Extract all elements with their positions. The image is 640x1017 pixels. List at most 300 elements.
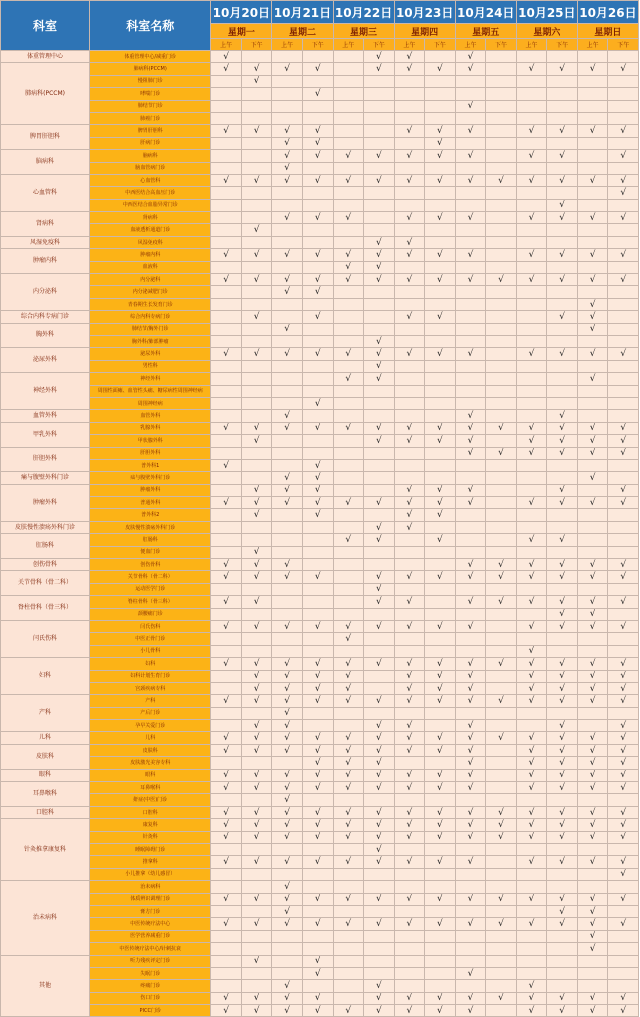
checkmark-icon: √ <box>406 64 413 75</box>
schedule-cell <box>547 286 578 298</box>
schedule-cell <box>302 162 333 174</box>
checkmark-icon: √ <box>437 311 443 322</box>
schedule-cell <box>486 360 517 372</box>
checkmark-icon: √ <box>375 596 382 607</box>
schedule-cell <box>516 323 547 335</box>
schedule-cell <box>455 633 486 645</box>
table-row <box>1 435 639 447</box>
checkmark-icon: √ <box>406 733 413 744</box>
checkmark-icon: √ <box>467 993 474 1004</box>
schedule-cell <box>516 484 547 496</box>
schedule-cell <box>516 732 547 744</box>
schedule-cell <box>302 645 333 657</box>
clinic-name-cell: 睡眠障碍门诊 <box>90 844 211 856</box>
schedule-cell <box>394 509 425 521</box>
checkmark-icon: √ <box>559 534 565 545</box>
schedule-cell <box>547 967 578 979</box>
schedule-cell <box>547 769 578 781</box>
schedule-cell <box>364 360 395 372</box>
department-cell: 体重管理中心 <box>1 51 90 63</box>
schedule-cell <box>394 980 425 992</box>
checkmark-icon: √ <box>314 126 321 137</box>
checkmark-icon: √ <box>467 919 474 930</box>
schedule-cell <box>394 633 425 645</box>
checkmark-icon: √ <box>314 757 321 768</box>
checkmark-icon: √ <box>314 993 321 1004</box>
schedule-cell <box>425 769 456 781</box>
schedule-cell <box>486 199 517 211</box>
schedule-cell <box>577 298 608 310</box>
schedule-cell <box>425 224 456 236</box>
checkmark-icon: √ <box>375 980 382 991</box>
schedule-cell <box>272 670 303 682</box>
schedule-cell <box>211 819 242 831</box>
checkmark-icon: √ <box>559 485 565 496</box>
clinic-name-cell: PICC门诊 <box>90 1005 211 1017</box>
schedule-cell <box>394 893 425 905</box>
schedule-cell <box>272 435 303 447</box>
checkmark-icon: √ <box>620 497 627 508</box>
schedule-cell <box>608 63 639 75</box>
schedule-cell <box>455 819 486 831</box>
table-row <box>1 212 639 224</box>
schedule-cell <box>241 224 272 236</box>
checkmark-icon: √ <box>406 237 413 248</box>
checkmark-icon: √ <box>437 696 443 706</box>
schedule-cell <box>425 274 456 286</box>
checkmark-icon: √ <box>253 720 260 731</box>
schedule-cell <box>577 348 608 360</box>
checkmark-icon: √ <box>620 187 627 198</box>
schedule-cell <box>272 695 303 707</box>
schedule-cell <box>455 695 486 707</box>
checkmark-icon: √ <box>559 894 565 905</box>
schedule-cell <box>516 125 547 137</box>
schedule-cell <box>211 967 242 979</box>
checkmark-icon: √ <box>284 138 291 149</box>
checkmark-icon: √ <box>253 745 260 756</box>
schedule-cell <box>272 212 303 224</box>
schedule-cell <box>577 608 608 620</box>
schedule-cell <box>211 435 242 447</box>
schedule-cell <box>547 881 578 893</box>
schedule-cell <box>302 435 333 447</box>
checkmark-icon: √ <box>589 819 596 830</box>
clinic-name-cell: 综合内科专病门诊 <box>90 311 211 323</box>
schedule-cell <box>455 980 486 992</box>
schedule-cell <box>547 806 578 818</box>
schedule-cell <box>394 224 425 236</box>
schedule-cell <box>211 744 242 756</box>
checkmark-icon: √ <box>620 770 627 781</box>
schedule-cell <box>364 410 395 422</box>
schedule-cell <box>333 707 364 719</box>
pm-header: 下午 <box>486 39 517 51</box>
schedule-cell <box>272 137 303 149</box>
schedule-cell <box>486 484 517 496</box>
checkmark-icon: √ <box>589 919 596 930</box>
checkmark-icon: √ <box>375 621 382 632</box>
table-row <box>1 373 639 385</box>
schedule-cell <box>577 856 608 868</box>
schedule-cell <box>211 1005 242 1017</box>
checkmark-icon: √ <box>498 807 504 818</box>
schedule-cell <box>516 720 547 732</box>
checkmark-icon: √ <box>375 832 382 843</box>
checkmark-icon: √ <box>437 150 443 161</box>
checkmark-icon: √ <box>620 64 627 75</box>
schedule-cell <box>608 509 639 521</box>
schedule-cell <box>425 831 456 843</box>
checkmark-icon: √ <box>253 782 260 793</box>
checkmark-icon: √ <box>253 696 260 706</box>
schedule-cell <box>486 844 517 856</box>
checkmark-icon: √ <box>375 584 382 595</box>
schedule-cell <box>455 509 486 521</box>
schedule-cell <box>394 373 425 385</box>
schedule-cell <box>516 1005 547 1017</box>
schedule-cell <box>608 447 639 459</box>
schedule-cell <box>333 298 364 310</box>
checkmark-icon: √ <box>559 857 565 868</box>
checkmark-icon: √ <box>375 1005 382 1016</box>
schedule-cell <box>486 744 517 756</box>
checkmark-icon: √ <box>498 448 504 459</box>
checkmark-icon: √ <box>589 472 596 483</box>
checkmark-icon: √ <box>559 609 565 620</box>
schedule-cell <box>516 757 547 769</box>
schedule-cell <box>516 819 547 831</box>
table-row <box>1 311 639 323</box>
schedule-cell <box>547 63 578 75</box>
schedule-cell <box>608 348 639 360</box>
checkmark-icon: √ <box>223 274 229 285</box>
schedule-cell <box>608 980 639 992</box>
checkmark-icon: √ <box>620 757 627 768</box>
checkmark-icon: √ <box>223 460 229 471</box>
schedule-cell <box>364 930 395 942</box>
table-row <box>1 88 639 100</box>
schedule-cell <box>455 373 486 385</box>
department-cell: 脾胃肝胆科 <box>1 125 90 150</box>
schedule-cell <box>394 274 425 286</box>
clinic-name-cell: 内分泌科 <box>90 274 211 286</box>
schedule-cell <box>241 199 272 211</box>
schedule-cell <box>211 410 242 422</box>
schedule-cell <box>394 583 425 595</box>
checkmark-icon: √ <box>467 819 474 830</box>
pm-header: 下午 <box>302 39 333 51</box>
schedule-cell <box>333 410 364 422</box>
checkmark-icon: √ <box>467 175 474 186</box>
department-cell: 妇科 <box>1 658 90 695</box>
schedule-cell <box>272 348 303 360</box>
schedule-cell <box>364 682 395 694</box>
checkmark-icon: √ <box>314 832 321 843</box>
schedule-cell <box>425 150 456 162</box>
schedule-cell <box>486 732 517 744</box>
schedule-cell <box>455 150 486 162</box>
schedule-cell <box>486 720 517 732</box>
checkmark-icon: √ <box>253 733 260 744</box>
clinic-name-cell: 血液透析通道门诊 <box>90 224 211 236</box>
schedule-cell <box>516 546 547 558</box>
schedule-cell <box>547 620 578 632</box>
schedule-cell <box>547 150 578 162</box>
schedule-cell <box>577 125 608 137</box>
schedule-cell <box>394 286 425 298</box>
schedule-cell <box>333 509 364 521</box>
schedule-cell <box>211 521 242 533</box>
schedule-cell <box>333 112 364 124</box>
schedule-cell <box>486 422 517 434</box>
checkmark-icon: √ <box>284 857 291 868</box>
checkmark-icon: √ <box>467 423 474 434</box>
schedule-cell <box>364 484 395 496</box>
checkmark-icon: √ <box>223 770 229 781</box>
checkmark-icon: √ <box>559 150 565 161</box>
schedule-cell <box>211 831 242 843</box>
schedule-cell <box>302 967 333 979</box>
schedule-cell <box>241 658 272 670</box>
schedule-cell <box>272 360 303 372</box>
schedule-cell <box>516 943 547 955</box>
schedule-cell <box>577 373 608 385</box>
schedule-cell <box>486 88 517 100</box>
table-row <box>1 397 639 409</box>
clinic-name-cell: 产科 <box>90 695 211 707</box>
schedule-cell <box>211 682 242 694</box>
clinic-name-cell: 肺结节门诊 <box>90 100 211 112</box>
checkmark-icon: √ <box>253 76 260 87</box>
schedule-cell <box>272 856 303 868</box>
checkmark-icon: √ <box>559 64 565 75</box>
schedule-cell <box>486 831 517 843</box>
pm-header: 下午 <box>241 39 272 51</box>
schedule-cell <box>364 967 395 979</box>
schedule-cell <box>486 137 517 149</box>
checkmark-icon: √ <box>375 51 382 62</box>
schedule-cell <box>302 695 333 707</box>
schedule-cell <box>272 410 303 422</box>
checkmark-icon: √ <box>406 819 413 830</box>
checkmark-icon: √ <box>406 919 413 930</box>
checkmark-icon: √ <box>559 349 565 360</box>
schedule-cell <box>333 1005 364 1017</box>
schedule-cell <box>272 967 303 979</box>
checkmark-icon: √ <box>589 745 596 756</box>
schedule-cell <box>364 348 395 360</box>
schedule-cell <box>272 992 303 1004</box>
checkmark-icon: √ <box>223 559 229 570</box>
schedule-cell <box>577 881 608 893</box>
schedule-cell <box>455 88 486 100</box>
checkmark-icon: √ <box>253 671 260 682</box>
schedule-cell <box>516 967 547 979</box>
schedule-cell <box>425 385 456 397</box>
checkmark-icon: √ <box>559 435 565 446</box>
schedule-cell <box>241 286 272 298</box>
schedule-cell <box>364 335 395 347</box>
checkmark-icon: √ <box>314 423 321 434</box>
schedule-cell <box>302 236 333 248</box>
schedule-cell <box>394 348 425 360</box>
department-cell: 产科 <box>1 695 90 732</box>
schedule-cell <box>577 806 608 818</box>
schedule-cell <box>547 125 578 137</box>
schedule-cell <box>425 75 456 87</box>
schedule-cell <box>577 509 608 521</box>
schedule-cell <box>394 856 425 868</box>
schedule-cell <box>486 893 517 905</box>
checkmark-icon: √ <box>284 906 291 917</box>
clinic-name-cell: 脑病科 <box>90 150 211 162</box>
schedule-cell <box>272 980 303 992</box>
schedule-cell <box>272 472 303 484</box>
schedule-cell <box>516 286 547 298</box>
schedule-cell <box>425 608 456 620</box>
checkmark-icon: √ <box>345 274 352 285</box>
schedule-cell <box>486 249 517 261</box>
date-header: 10月25日 <box>516 1 577 24</box>
schedule-cell <box>241 323 272 335</box>
table-row <box>1 51 639 63</box>
schedule-cell <box>211 360 242 372</box>
department-cell: 肿瘤内科 <box>1 249 90 274</box>
schedule-cell <box>425 645 456 657</box>
schedule-cell <box>333 497 364 509</box>
checkmark-icon: √ <box>223 596 229 607</box>
checkmark-icon: √ <box>406 894 413 905</box>
schedule-cell <box>516 633 547 645</box>
schedule-cell <box>608 707 639 719</box>
schedule-cell <box>333 224 364 236</box>
schedule-cell <box>516 707 547 719</box>
schedule-cell <box>577 162 608 174</box>
schedule-cell <box>272 806 303 818</box>
department-cell: 神经外科 <box>1 373 90 410</box>
checkmark-icon: √ <box>620 1005 627 1016</box>
schedule-cell <box>516 670 547 682</box>
department-cell: 眼科 <box>1 769 90 781</box>
schedule-cell <box>302 100 333 112</box>
schedule-cell <box>516 658 547 670</box>
schedule-cell <box>394 782 425 794</box>
schedule-cell <box>455 893 486 905</box>
schedule-cell <box>394 360 425 372</box>
checkmark-icon: √ <box>467 807 474 818</box>
checkmark-icon: √ <box>284 881 291 892</box>
table-row <box>1 459 639 471</box>
schedule-cell <box>333 75 364 87</box>
schedule-cell <box>455 670 486 682</box>
schedule-cell <box>333 943 364 955</box>
schedule-cell <box>211 620 242 632</box>
weekday-header: 星期三 <box>333 24 394 39</box>
schedule-cell <box>302 472 333 484</box>
schedule-cell <box>425 236 456 248</box>
schedule-cell <box>608 596 639 608</box>
checkmark-icon: √ <box>406 671 413 682</box>
checkmark-icon: √ <box>375 349 382 360</box>
checkmark-icon: √ <box>620 857 627 868</box>
schedule-cell <box>333 881 364 893</box>
checkmark-icon: √ <box>498 175 504 186</box>
checkmark-icon: √ <box>467 745 474 756</box>
schedule-body <box>1 51 639 1017</box>
checkmark-icon: √ <box>620 782 627 793</box>
schedule-cell <box>272 112 303 124</box>
date-header: 10月26日 <box>577 1 638 24</box>
checkmark-icon: √ <box>437 745 443 756</box>
schedule-cell <box>394 943 425 955</box>
schedule-cell <box>394 794 425 806</box>
checkmark-icon: √ <box>253 993 260 1004</box>
schedule-cell <box>211 373 242 385</box>
checkmark-icon: √ <box>528 572 535 583</box>
schedule-cell <box>272 918 303 930</box>
schedule-cell <box>516 918 547 930</box>
checkmark-icon: √ <box>314 510 321 521</box>
schedule-cell <box>516 335 547 347</box>
table-row <box>1 112 639 124</box>
schedule-cell <box>486 955 517 967</box>
schedule-cell <box>394 918 425 930</box>
schedule-cell <box>241 137 272 149</box>
schedule-cell <box>425 212 456 224</box>
schedule-cell <box>272 744 303 756</box>
checkmark-icon: √ <box>437 510 443 521</box>
schedule-cell <box>577 905 608 917</box>
schedule-cell <box>333 236 364 248</box>
weekday-header: 星期二 <box>272 24 333 39</box>
checkmark-icon: √ <box>314 745 321 756</box>
schedule-cell <box>577 534 608 546</box>
clinic-name-cell: 中西医结合高血压门诊 <box>90 187 211 199</box>
schedule-cell <box>333 150 364 162</box>
schedule-cell <box>302 410 333 422</box>
checkmark-icon: √ <box>223 745 229 756</box>
schedule-cell <box>211 695 242 707</box>
schedule-cell <box>425 162 456 174</box>
schedule-cell <box>211 63 242 75</box>
schedule-cell <box>425 844 456 856</box>
clinic-name-cell: 青春期生长发育门诊 <box>90 298 211 310</box>
schedule-cell <box>577 459 608 471</box>
checkmark-icon: √ <box>253 819 260 830</box>
table-row <box>1 298 639 310</box>
schedule-cell <box>425 881 456 893</box>
schedule-cell <box>577 447 608 459</box>
schedule-cell <box>333 967 364 979</box>
checkmark-icon: √ <box>437 349 443 360</box>
table-row <box>1 447 639 459</box>
schedule-cell <box>516 744 547 756</box>
schedule-cell <box>608 249 639 261</box>
checkmark-icon: √ <box>589 807 596 818</box>
checkmark-icon: √ <box>467 101 474 112</box>
checkmark-icon: √ <box>620 435 627 446</box>
schedule-cell <box>455 112 486 124</box>
schedule-cell <box>516 174 547 186</box>
checkmark-icon: √ <box>406 423 413 434</box>
checkmark-icon: √ <box>620 150 627 161</box>
schedule-cell <box>486 212 517 224</box>
checkmark-icon: √ <box>284 497 291 508</box>
schedule-cell <box>241 447 272 459</box>
clinic-name-cell: 膏方门诊 <box>90 905 211 917</box>
checkmark-icon: √ <box>406 435 413 446</box>
